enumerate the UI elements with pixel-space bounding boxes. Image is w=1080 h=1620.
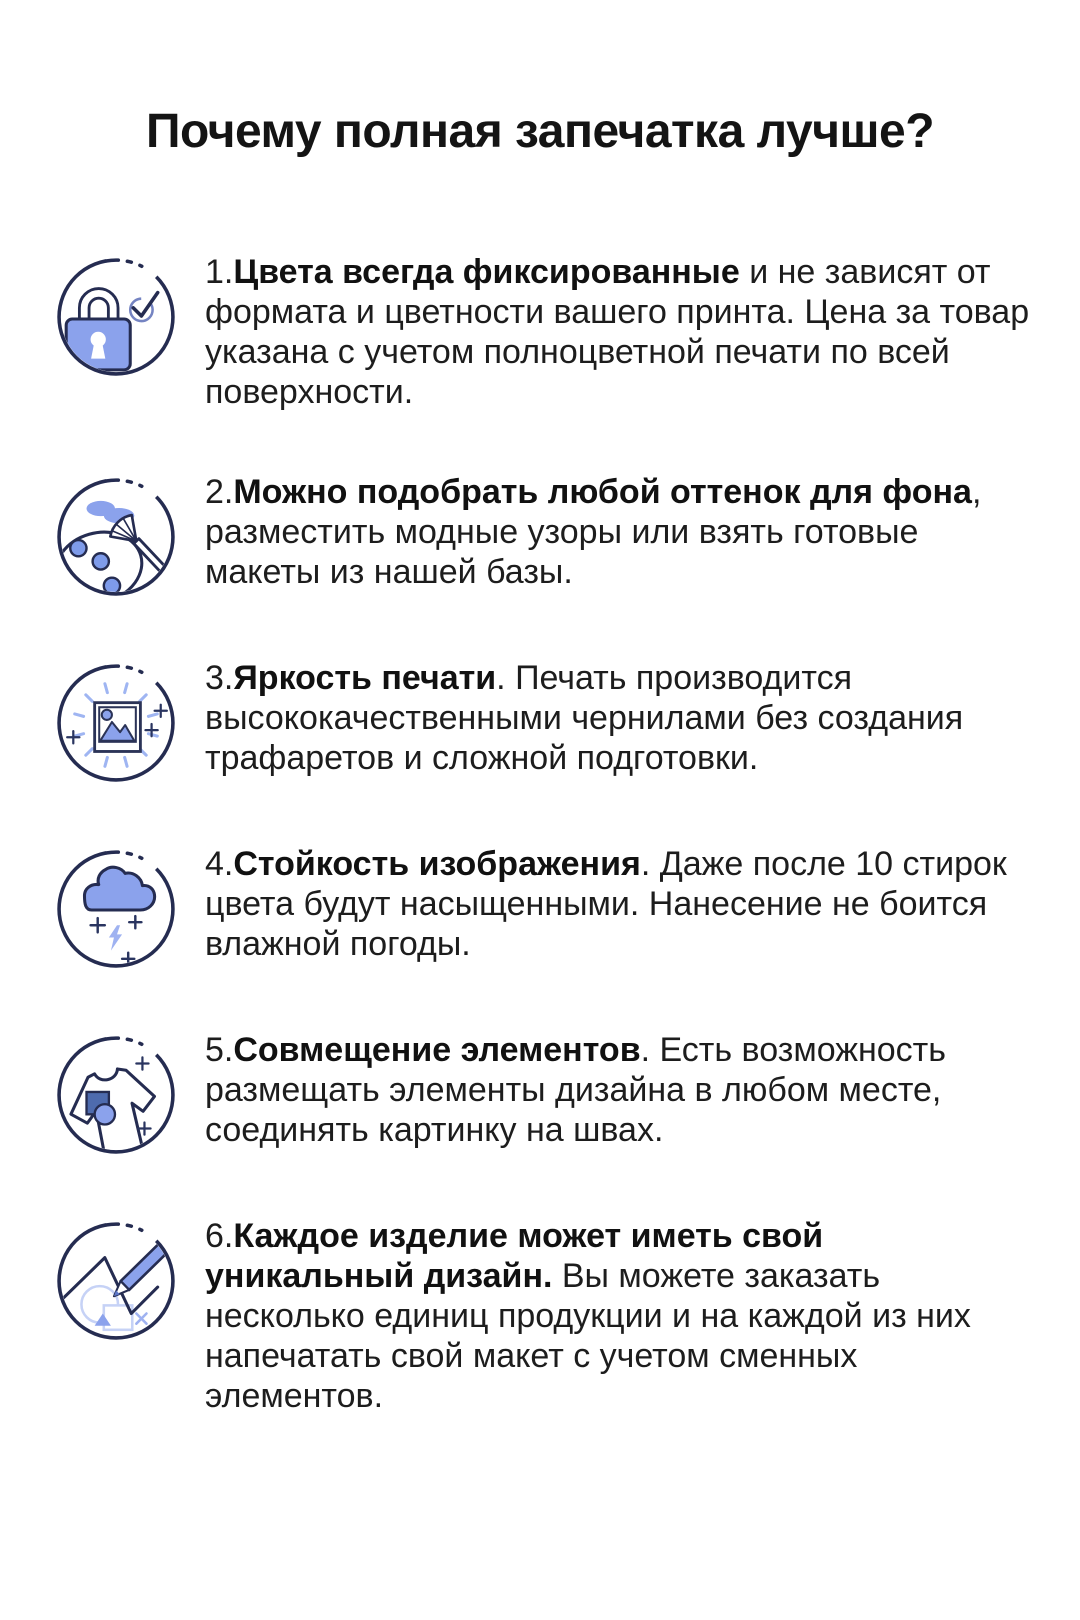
benefit-rest: , разместить модные узоры или взять готовые макеты из нашей базы. <box>205 473 982 591</box>
benefit-text <box>205 658 1040 778</box>
benefit-bold: Цвета всегда фиксированные <box>233 253 740 291</box>
benefit-number: 5. <box>205 1031 234 1069</box>
benefit-rest: . Даже после 10 стирок цвета будут насыщенными. Нанесение не боится влажной погоды. <box>205 845 1007 963</box>
benefit-item-1 <box>55 252 1040 412</box>
benefit-bold: Каждое изделие может иметь свой уникальный дизайн. <box>205 1217 824 1295</box>
benefit-bold: Можно подобрать любой оттенок для фона <box>233 473 972 511</box>
weatherproof-cloud-icon <box>55 848 177 970</box>
benefit-bold: Совмещение элементов <box>233 1031 641 1069</box>
pencil-sketch-icon <box>55 1220 177 1342</box>
image-brightness-icon <box>55 662 177 784</box>
benefit-text <box>205 472 1040 592</box>
benefit-item-2 <box>55 472 1040 598</box>
benefit-text <box>205 1030 1040 1150</box>
page-title: Почему полная запечатка лучше? <box>145 105 935 158</box>
benefit-text <box>205 844 1040 964</box>
benefit-number: 3. <box>205 659 234 697</box>
benefit-item-3 <box>55 658 1040 784</box>
palette-brush-icon <box>55 476 177 598</box>
benefit-rest: и не зависят от формата и цветности вашего принта. Цена за товар указана с учетом полноцветной печати по всей поверхности. <box>205 253 1030 411</box>
benefit-bold: Стойкость изображения <box>233 845 641 883</box>
benefit-text <box>205 252 1040 412</box>
benefit-number: 6. <box>205 1217 234 1255</box>
benefit-rest: Вы можете заказать несколько единиц продукции и на каждой из них напечатать свой макет с учетом сменных элементов. <box>205 1257 971 1415</box>
benefit-text <box>205 1216 1040 1416</box>
benefit-item-4 <box>55 844 1040 970</box>
benefit-rest: . Есть возможность размещать элементы дизайна в любом месте, соединять картинку на швах. <box>205 1031 946 1149</box>
tshirt-design-icon <box>55 1034 177 1156</box>
benefit-item-6 <box>55 1216 1040 1416</box>
benefits-list <box>55 252 1040 1416</box>
benefit-rest: . Печать производится высококачественными чернилами без создания трафаретов и сложной подготовки. <box>205 659 964 777</box>
benefit-number: 2. <box>205 473 234 511</box>
lock-check-icon <box>55 256 177 378</box>
benefit-number: 4. <box>205 845 234 883</box>
benefit-item-5 <box>55 1030 1040 1156</box>
benefit-bold: Яркость печати <box>233 659 497 697</box>
benefit-number: 1. <box>205 253 234 291</box>
